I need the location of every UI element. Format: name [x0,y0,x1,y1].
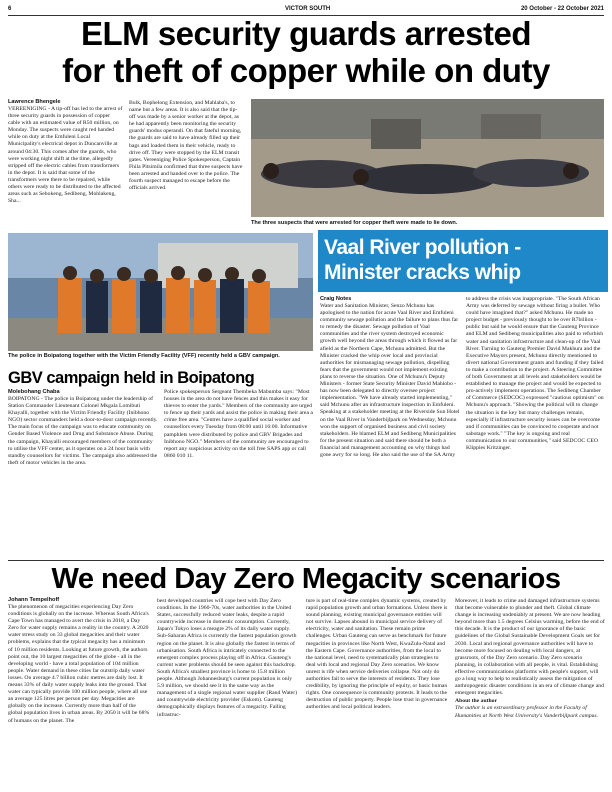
story1-byline: Lawrence Bhengele [8,99,61,105]
issue-date: 20 October - 22 October 2021 [520,6,604,12]
story1-column-1: VEREENIGING - A tip-off has led to the arrest of three security guards in possession of copper cable with an estimated value of R50 million, on Monday. The suspects were caught red handed while on duty at the Emfuleni Local Municipality's electrical depot in Duncanville at around 04:30. This comes after the guards, who were working night shift at the time, allegedly stripped off the electric cables from transformers in the depot. It is said that some of the transformers were there to be repaired, while others were ready to be distributed to the affected areas such as Sebokeng, Sedibeng, Mohlakeng, Sha... [8,106,123,205]
story2-byline: Molebohang Chaba [8,389,60,395]
story4-column-3: ture is part of real-time complex dynamic systems, created by rapid population growth and urban formations. Unless there is sound planning, existing municipal governance entities will not survive. Lapses abound in municipal service delivery of electricity, water and sanitation. These remain prime challenges. Urban Gauteng can serve as benchmark for future megacities in provinces like North West, KwaZulu-Natal and the Eastern Cape. Governance authorities, from the local to the national level, need to systematically plan strategies to deal with local and regional Day Zero scenarios. We know unrest is rife when service deliveries collapse. Not only do authorities fail to serve the interests of residents. They lose credibility, by ignoring the principle of equity, or basic human rights. One consequence is community protests. It leads to the destruction of public property. People lose trust in governance authorities and local political leaders. [306,598,448,711]
author-bio: The author is an extraordinary professor in the Faculty of Humanities at North West University's Vanderbijlpark campus. [455,705,599,719]
story3-byline: Craig Notes [320,296,352,302]
story4-column-4-text: Moreover, it leads to crime and damaged infrastructure systems that become vulnerable to plunder and theft. Global climate change is increasing undeniably at present. We are now heading beyond more than 1.5 degrees Celsius warming, before the end of this decade. It is the product of our ignorance of the basic guidelines of the Global Sustainable Development Goals set for 2030. Local and regional governance authorities will have to become more focused on dealing with local dangers, at grassroots, of the Day Zero scenario. Day Zero scenario planning, in collaboration with all people, is vital. Establishing effective communications platforms with people's support, will go a long way to help to realistically assess the mitigation of anthropogenic disaster conditions in an era of climate change and emergent megacities. [455,598,605,697]
story4-column-4 [455,598,605,788]
story2-headline: GBV campaign held in Boipatong [8,369,255,387]
gbv-campaign-photo [8,233,313,351]
story3-column-2: to address the crisis was inappropriate. "The South African Army was deferred by sewage without firing a bullet. Who could have imagined that?" asked Mchunu. He made no project budget - previously thought to be over R7billion - public but said he would ensure that the Gauteng Province and ELM and Sedibeng municipalities also paid to refurbish water and sanitation infrastructure and clean-up of the Vaal River. Turning to Gauteng Premier David Makhura and the Executive Mayors present, Mchunu directly mentioned to divert national Government grants and funding if they failed to make a contribution to the project. A Steering Committee of both Government at all levels and stakeholders would be established to manage the project and would be expected to pro-actively implement operations. The Sedibeng Chamber of Commerce (SEDCOC) expressed "cautious optimism" on Mchunu's approach. "Showing the political will to change the situation is the key but many challenges remain, especially if infrastructure security issues can be overcome and if communities can be convinced to cooperate and not sabotage work." "The key is ongoing and real communication to our communities," said SEDCOC CEO Klippies Kritzinger. [466,296,604,451]
story1-column-2: Bulk, Bophelong Extension, and Mahlaba's, to name but a few areas. It is also said that the tip-off was made by a senior worker at the depot, as he had apparently been monitoring the security guards' modus operandi. On that fateful morning, the guards are said to have already filled up their bags and loaded them in their vehicle, ready to drive off. They were stopped by the ELM transit gates. Vereeniging Police Spokesperson, Captain Fhila Pitsimila confirmed that three suspects have been arrested and handed over to the police. The fourth suspect managed to escape before the officials arrived. [129,100,243,192]
story4-headline: We need Day Zero Megacity scenarios [51,563,561,595]
story1-headline-line2: for theft of copper while on duty [62,52,550,89]
story2-column-1: BOIPATONG - The police in Boipatong under the leadership of Station Commander Lieutenant Colonel Mkgala Lomibuti Khayalli, together with the Victim Friendly Facility (Inibhono NGO) sector commanders held a door-to-door campaign recently. The main focus of the campaign was to educate community on Gender Based Violence and Drug and Substance Abuse. During the campaign, Khayalli encouraged members of the community to utilise the VFF center, as it operates on a 24 hour basis with standby counsellors for victims. The campaign also addressed the theft of motor vehicles in the area. [8,396,158,466]
suspects-photo [251,99,604,217]
suspects-photo-image [251,99,604,217]
suspects-photo-caption: The three suspects that were arrested for copper theft were made to lie down. [251,220,458,226]
story3-headline-line1: Vaal River pollution - [324,236,521,259]
author-heading: About the author [455,698,498,705]
story4-column-2: best developed countries will cope best with Day Zero conditions. In the 1960-70s, water authorities in the United States, successfully reduced water leaks, despite a rapid countrywide increase in domestic consumption. Currently, Japan's Tokyo loses a meagre 2% of its daily water supply. Sub-Saharan Africa is currently the fastest population growth region on the planet. It is also globally the fastest in terms of urbanisation. South Africa is intricately connected to the emergent complex process playing off in Africa. Gauteng's current water problems should be seen against this backdrop. South Africa's smallest province is home to 15.8 million people. Although Johannesburg's current population is only 5.9 million, we should see it in the same way as the management of a single regional water supplier (Rand Water) and countrywide electricity provider (Eskom). Gauteng demographically displays features of a megacity. Failing infrastruc- [157,598,297,718]
story3-headline-line2: Minister cracks whip [324,261,521,284]
story4-column-1: The phenomenon of megacities experiencing Day Zero conditions is globally on the increase. Whereas South Africa's Cape Town has managed to avert the crisis in 2018, a Day Zero for water supply remains a reality in the country. A 2020 water stress study on 33 global megacities and their water problems, explains that the typical megacity has a minimum of 10 million residents. Looking at future growth, the authors point out, the 10 largest megacities of the globe - all in the developing world - have a total population of 104 million people. Water demand in these cities far outstrip daily water losses. On average 4.7 billion cubic metres are daily lost. It means 33% of daily water supply leaks into the ground. That water can typically provide 100 million people, where all use an average 125 litres per person per day. Megacities are globally on the increase. Currently more than half of the global population lives in urban areas. By 2050 it will be 68% of humans on the planet. The [8,604,150,724]
story1-headline-line1: ELM security guards arrested [81,15,531,52]
publication-name: VICTOR SOUTH [285,6,331,12]
page-number: 6 [8,6,12,12]
story3-column-1: Water and Sanitation Minister, Senzo Mchunu has apologised to the nation for acute Vaal River and Emfuleni community sewage pollution and the failure to plans thus far to remedy the disaster. Sewage pollution of Vaal communities and the river system destroyed economic growth well beyond the areas through which it flowed as far afield as the Northern Cape, Mchunu admitted. But the Minister cracked the whip over local and provincial authorities for mismanaging sewage pollution, dispelling fears that the government would not implement existing plans to reverse the situation. One of Mchunu's Deputy Ministers - former State Security Minister David Mahlobo - has now been delegated to directly oversee project implementation. "We have already started implementing," said Mchunu after an infrastructure inspection in Emfuleni. Speaking at a stakeholder meeting at the Riverside Sun Hotel on the Vaal River in Vanderbijlpark on Wednesday, Mchunu won the support of organised business and civil society stakeholders. He blamed ELM and Sedibeng Municipalities for the present situation and said there should be both a financial and management accounting on why things had gone awry for so long. He also said the use of the SA Army [320,303,460,458]
gbv-campaign-photo-image [8,233,313,351]
section-rule [8,560,604,561]
gbv-photo-caption: The police in Boipatong together with the Victim Friendly Facility (VFF) recently held a GBV campaign. [8,353,280,359]
story4-byline: Johann Tempelhoff [8,597,60,603]
story2-column-2: Police spokesperson Sergeant Thembeka Mabumba says: "Most houses in the area do not have fences and this makes it easy for thieves to enter the yards." Members of the community are urged to fence up their yards and assist the police in making their area a crime free area. "Centres have a qualified social worker and counsellors every Tuesday from 08:00 until 16:00. Informative pamphlets were distributed by police and GBV Brigades and Inibhono NGO." Members of the community are encouraged to report any suspicious activity on the toll free SAPS app or call 0860 010 11. [164,389,313,459]
